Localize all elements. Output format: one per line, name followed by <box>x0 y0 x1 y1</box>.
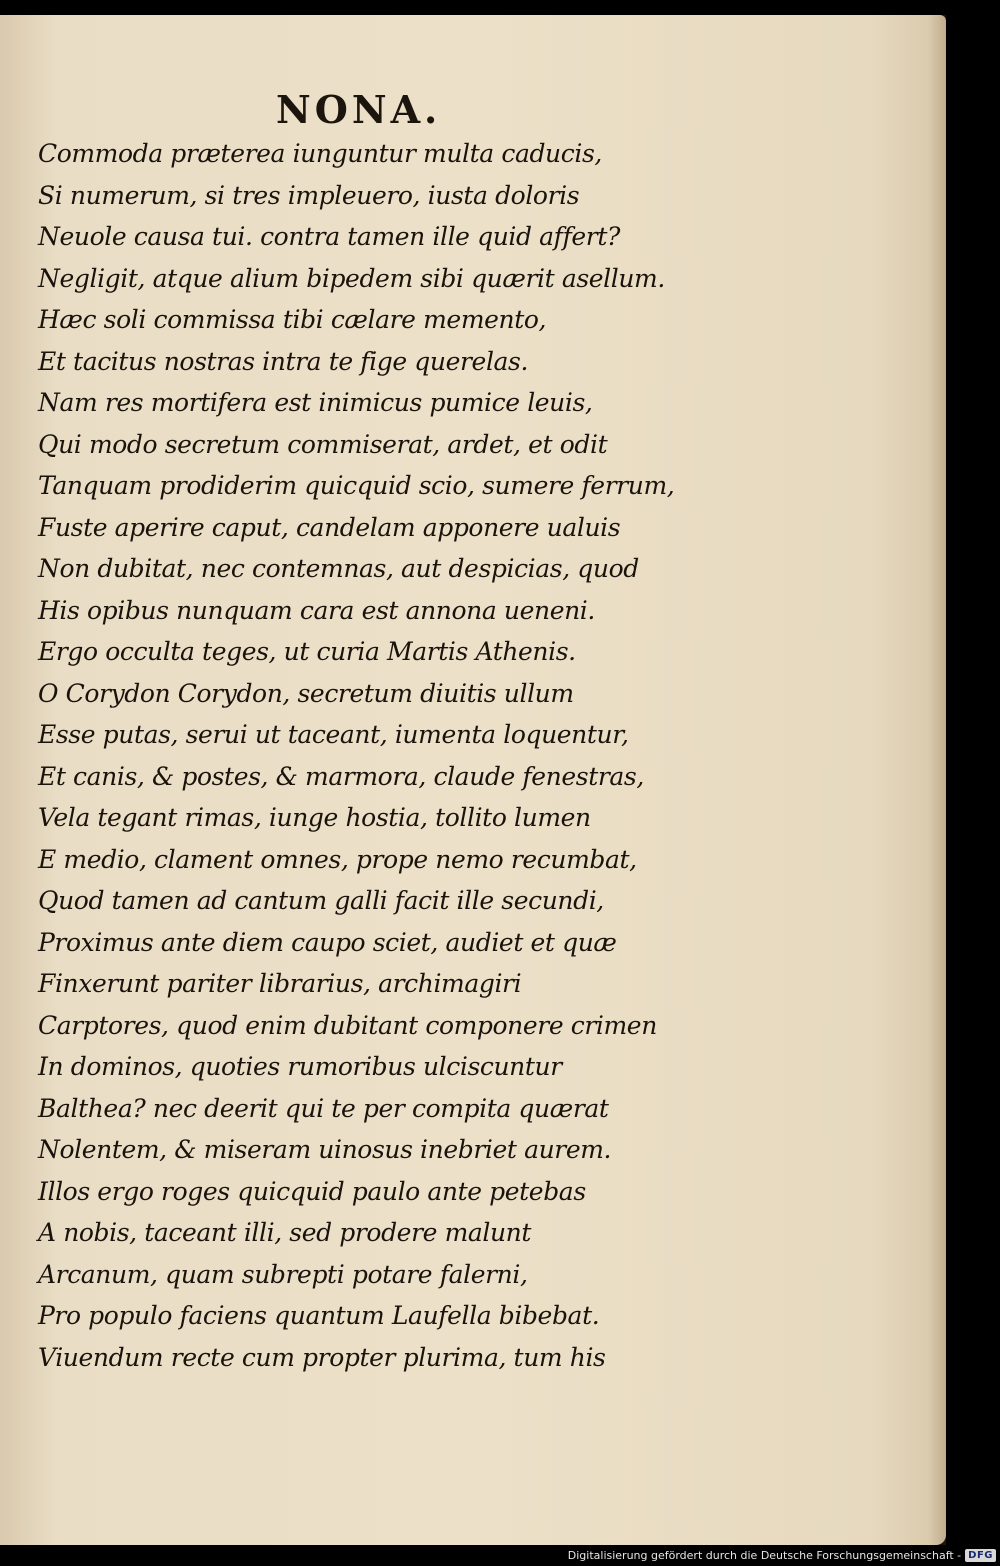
verse-line: Non dubitat, nec contemnas, aut despicias, quod <box>38 554 639 583</box>
verse-line: Fuste aperire caput, candelam apponere ualuis <box>38 512 621 542</box>
verse-line: Negligit, atque alium bipedem sibi quærit asellum. <box>38 263 665 293</box>
verse-line: His opibus nunquam cara est annona ueneni. <box>38 595 595 625</box>
verse-line: Illos ergo roges quicquid paulo ante petebas <box>38 1176 586 1206</box>
verse-line: A nobis, taceant illi, sed prodere malunt <box>38 1218 532 1247</box>
verse-line: Hæc soli commissa tibi cælare memento, <box>38 305 547 334</box>
verse-line: Si numerum, si tres impleuero, iusta doloris <box>38 180 580 210</box>
verse-line: Quod tamen ad cantum galli facit ille secundi, <box>38 886 604 915</box>
credit-text: Digitalisierung gefördert durch die Deutsche Forschungsgemeinschaft - <box>567 1548 962 1562</box>
verse-line: Nam res mortifera est inimicus pumice leuis, <box>38 388 593 417</box>
verse-line: Viuendum recte cum propter plurima, tum his <box>38 1342 606 1372</box>
verse-line: Finxerunt pariter librarius, archimagiri <box>38 969 522 998</box>
book-page <box>0 15 946 1545</box>
verse-line: E medio, clament omnes, prope nemo recumbat, <box>38 844 637 874</box>
verse-line: Carptores, quod enim dubitant componere crimen <box>38 1010 657 1040</box>
verse-line: Neuole causa tui. contra tamen ille quid affert? <box>38 222 620 251</box>
verse-line: Vela tegant rimas, iunge hostia, tollito lumen <box>38 803 591 832</box>
verse-line: Nolentem, & miseram uinosus inebriet aurem. <box>38 1135 612 1164</box>
verse-line: Esse putas, serui ut taceant, iumenta loquentur, <box>38 720 629 749</box>
verse-line: Et canis, & postes, & marmora, claude fenestras, <box>38 761 644 791</box>
verse-line: Ergo occulta teges, ut curia Martis Athenis. <box>38 637 576 666</box>
verse-line: O Corydon Corydon, secretum diuitis ullum <box>38 678 574 708</box>
verse-line: Proximus ante diem caupo sciet, audiet et quæ <box>38 927 617 957</box>
verse-line: Et tacitus nostras intra te fige querelas. <box>38 346 529 376</box>
verse-line: Arcanum, quam subrepti potare falerni, <box>38 1259 528 1289</box>
page-header: NONA. <box>276 87 442 132</box>
verse-line: Pro populo faciens quantum Laufella bibebat. <box>38 1301 600 1330</box>
digitization-credit <box>568 1546 996 1564</box>
dfg-logo[interactable]: DFG <box>965 1549 996 1562</box>
verse-line: Qui modo secretum commiserat, ardet, et odit <box>38 429 608 459</box>
verse-line: Commoda præterea iunguntur multa caducis, <box>38 139 602 168</box>
verse-block <box>38 133 698 1378</box>
verse-line: In dominos, quoties rumoribus ulciscuntur <box>38 1052 562 1081</box>
verse-line: Tanquam prodiderim quicquid scio, sumere ferrum, <box>38 471 675 500</box>
verse-line: Balthea? nec deerit qui te per compita quærat <box>38 1093 609 1123</box>
